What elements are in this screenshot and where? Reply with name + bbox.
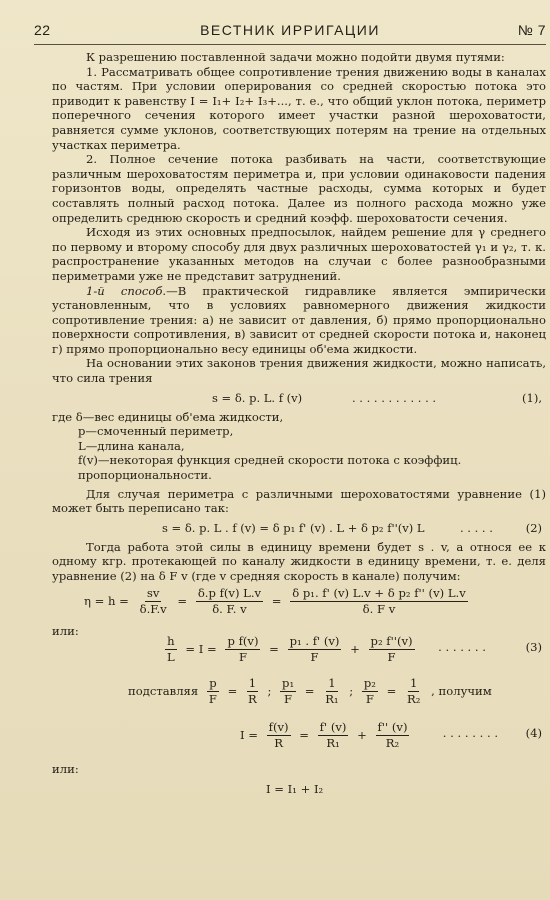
eq3-fraction-p1 <box>288 634 342 665</box>
equation-1-expr: s = δ. p. L. f (v) <box>212 390 303 405</box>
eq3-f4-den: F <box>387 649 396 664</box>
journal-title: ВЕСТНИК ИРРИГАЦИИ <box>200 22 380 38</box>
first-method-text: —В практической гидравлике является эмпирически установленным, что в условиях равномерного движения жидкости сопротивление трения: а) не зависит от давления, б) прямо пропорционально поверхности сопротивления, в) зависит от средней скорости потока и, наконец г) прямо пропорционально весу единицы об'ема жидкости. <box>52 283 546 356</box>
paragraph-method-1: 1. Рассматривать общее сопротивление трения движению воды в каналах по частям. При условии оперирования со средней скоростью потока это приводит к равенству I = I₁+ I₂+ I₃+..., т. е., что общий уклон потока, периметр поперечного сечения которого имеет участки разной шероховатости, равняется сумме уклонов, соответствующих потерям на трение на отдельных участках периметра. <box>52 64 546 152</box>
eq3-f3-num: p₁ . f' (v) <box>289 633 340 648</box>
eta-fraction-2 <box>196 586 263 617</box>
or-label-2: или: <box>52 761 79 776</box>
sub-a-num: p <box>209 675 217 690</box>
sub-b-left <box>280 676 296 707</box>
eq3-f2-den: F <box>238 649 247 664</box>
sub-c-den: F <box>365 691 374 706</box>
eq3-plus: + <box>350 641 360 656</box>
equation-1-dots: . . . . . . . . . . . . <box>352 390 437 405</box>
equation-2 <box>52 516 546 540</box>
sub-b-num: p₁ <box>282 675 295 690</box>
eq3-f2-num: p f(v) <box>227 633 259 648</box>
sub-c-rden: R₂ <box>407 691 421 706</box>
eq4-fraction-2 <box>318 720 349 751</box>
eq3-f3-den: F <box>310 649 319 664</box>
equation-2-expr: s = δ. p. L . f (v) = δ p₁ f' (v) . L + δ p₂ f''(v) L <box>162 520 425 535</box>
definition-l: L—длина канала, <box>78 438 185 453</box>
eq4-equals: = <box>299 727 309 742</box>
eq4-f1-num: f(v) <box>268 719 289 734</box>
eq4-f3-den: R₂ <box>385 735 400 750</box>
sub-c-right <box>405 676 422 707</box>
sub-a-left <box>207 676 219 707</box>
sub-a-eq: = <box>227 683 238 698</box>
eq4-f2-den: R₁ <box>326 735 340 750</box>
sub-c-left <box>362 676 378 707</box>
sub-b-den: F <box>284 691 293 706</box>
eq3-l: L <box>167 649 175 664</box>
substituting-label: подставляя <box>128 683 199 698</box>
first-method-heading: 1-й способ. <box>86 283 167 298</box>
eta-f3-den: δ. F v <box>362 601 396 616</box>
equation-eta: η = h = $\frac{sv}{\delta.F.v}$ = $\frac{\text{δ.p f(v) L.v}}{\delta. F. v}$ = $\frac{\text{δ p₁. f' (v) L.v + δ p₂ f'' (v) L.v}}{\text{δ. F v}}$ <box>84 585 466 616</box>
eq3-h: h <box>167 633 175 648</box>
running-header <box>34 20 546 45</box>
eq3-fraction-pf <box>225 634 260 665</box>
sub-b-rden: R₁ <box>325 691 339 706</box>
sub-b-rnum: 1 <box>328 675 336 690</box>
eta-f1-num: sv <box>146 585 160 600</box>
sub-c-eq: = <box>386 683 397 698</box>
paragraph-various-perimeter: Для случая периметра с различными шероховатостями уравнение (1) может быть переписано так: <box>52 486 546 516</box>
equation-4-number: (4) <box>525 725 542 740</box>
eq4-fraction-3 <box>376 720 410 751</box>
eq4-f3-num: f'' (v) <box>377 719 408 734</box>
variable-definitions <box>52 410 546 483</box>
definition-fv: f(v)—некоторая функция средней скорости потока с коэффиц. пропорциональности. <box>78 453 462 483</box>
or-label-1: или: <box>52 623 79 638</box>
sub-a-rden: R <box>248 691 257 706</box>
equation-2-dots: . . . . . <box>460 520 493 535</box>
eq4-f2-num: f' (v) <box>319 719 347 734</box>
page-number: 22 <box>34 22 51 38</box>
equation-4-dots: . . . . . . . . <box>442 725 498 740</box>
eta-fraction-1 <box>138 586 169 617</box>
eq3-fraction-hl <box>165 634 177 665</box>
sub-b-right <box>323 676 340 707</box>
sub-c-rnum: 1 <box>410 675 418 690</box>
eta-lhs: η = h = <box>84 593 129 608</box>
equation-1 <box>52 386 546 410</box>
definition-delta: где δ—вес единицы об'ема жидкости, <box>52 409 284 424</box>
equation-5 <box>52 762 546 806</box>
sub-a-rnum: 1 <box>248 675 257 690</box>
equation-3-number: (3) <box>525 639 542 654</box>
eq4-f1-den: R <box>274 735 283 750</box>
equation-5-expr: I = I₁ + I₂ <box>266 781 324 796</box>
eq3-fraction-p2 <box>369 634 415 665</box>
sub-b-eq: = <box>304 683 315 698</box>
paragraph-work-of-force: Тогда работа этой силы в единицу времени будет s . v, а относя ее к одному кгр. протекающей по каналу жидкости в единицу времени, т. е. деля уравнение (2) на δ F v (где v средняя скорость в канале) получим: <box>52 539 546 583</box>
equation-3-dots: . . . . . . . <box>438 639 486 654</box>
definition-p: p—смоченный периметр, <box>78 424 234 439</box>
equation-1-number: (1), <box>522 390 542 405</box>
eta-f2-num: δ.p f(v) L.v <box>197 585 262 600</box>
sub-a-right <box>246 676 259 707</box>
substitution-line: подставляя $\frac{p}{F}$ = $\frac{1}{R}$ ; $\frac{\text{p₁}}{F}$ = $\frac{1}{\text{R₁}}$ ; $\frac{\text{p₂}}{F}$ = $\frac{1}{\text{R₂}}$ , получим <box>128 675 492 706</box>
eq3-equals-i: = I = <box>185 641 217 656</box>
paragraph-first-method <box>52 284 546 357</box>
paragraph-intro: К разрешению поставленной задачи можно подойти двумя путями: <box>86 50 505 64</box>
equation-3: или: $\frac{h}{L}$ = I = $\frac{\text{p f(v)}}{F}$ = $\frac{\text{p₁ . f' (v)}}{F}$ + $\frac{\text{p₂ f''(v)}}{F}$ . . . . . . . (3) <box>52 623 542 664</box>
sub-c-num: p₂ <box>363 675 376 690</box>
paragraph-premises: Исходя из этих основных предпосылок, найдем решение для γ среднего по первому и второму способу для двух различных шероховатостей γ₁ и γ₂, т. к. распространение указанных методов на случаи с более разнообразными периметрами уже не представит затруднений. <box>52 225 546 283</box>
paragraph-friction-laws: На основании этих законов трения движения жидкости, можно написать, что сила трения <box>52 356 546 386</box>
eq3-f4-num: p₂ f''(v) <box>370 633 413 648</box>
eq4-fraction-1 <box>267 720 291 751</box>
eq4-plus: + <box>357 727 367 742</box>
issue-number: № 7 <box>517 22 546 38</box>
we-get-label: , получим <box>431 683 492 698</box>
eta-fraction-3 <box>290 586 468 617</box>
eq4-lhs: I = <box>240 727 258 742</box>
eta-f3-num: δ p₁. f' (v) L.v + δ p₂ f'' (v) L.v <box>292 585 466 600</box>
equation-4 <box>52 716 546 762</box>
article-body <box>52 50 546 806</box>
paragraph-method-2: 2. Полное сечение потока разбивать на части, соответствующие различным шероховатостям периметра и, при условии одинаковости падения горизонтов воды, определять частные расходы, сумма которых и будет составлять полный расход потока. Далее из полного расхода можно уже определить среднюю скорость и средний коэфф. шероховатости сечения. <box>52 152 546 225</box>
eta-f1-den: δ.F.v <box>139 601 167 616</box>
eta-f2-den: δ. F. v <box>212 601 247 616</box>
sub-a-den: F <box>208 691 217 706</box>
equation-2-number: (2) <box>525 520 542 535</box>
